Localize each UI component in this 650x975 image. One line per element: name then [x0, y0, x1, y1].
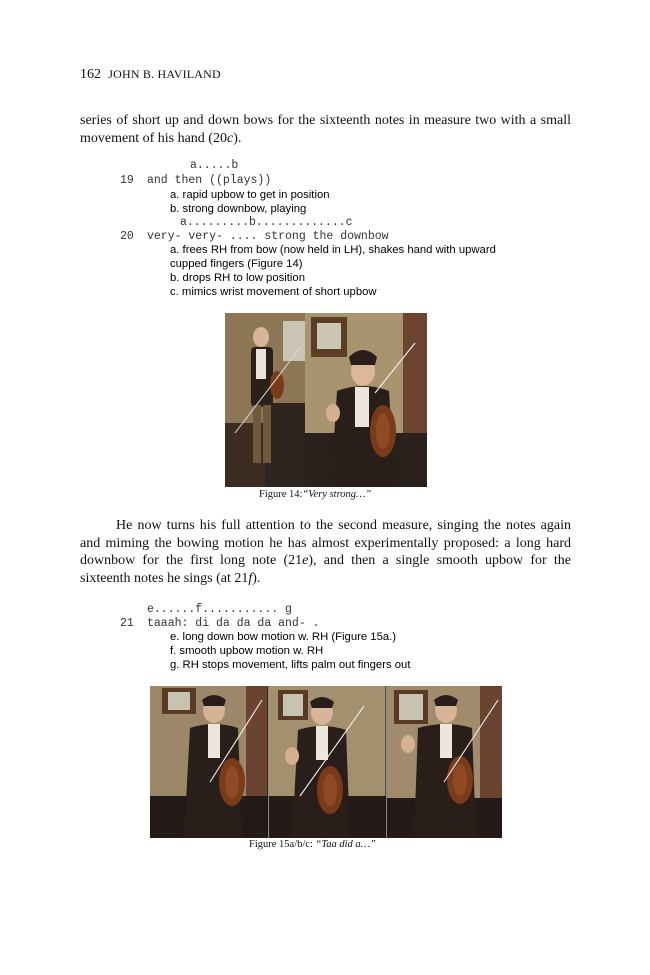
ex19-note: b. strong downbow, playing	[170, 203, 307, 215]
figure-15-photo	[150, 686, 502, 838]
ex20-number: 20	[120, 230, 134, 243]
author-name: JOHN B. HAVILAND	[108, 67, 221, 81]
paragraph-text: ), and then a single smooth upbow for the sixteenth notes he sings (at 21	[80, 553, 571, 586]
caption-title: “Very strong…”	[302, 489, 372, 500]
paragraph-text: ).	[233, 130, 242, 146]
paragraph-text: series of short up and down bows for the sixteenth notes in measure two with a small movement of his hand (20	[80, 113, 571, 146]
ex21-number: 21	[120, 617, 134, 630]
page-number: 162	[80, 67, 101, 82]
ex19-markers: a.....b	[190, 159, 239, 172]
violinist-photo-composite	[225, 313, 427, 487]
violinist-photo-sequence	[150, 686, 502, 838]
paragraph-text: He now turns his full attention to the second measure, singing the notes again and miming the bowing motion he has almost experimentally proposed: a long hard downbow for the first long note (21	[80, 518, 571, 568]
ex20-utterance: very- very- .... strong the downbow	[147, 230, 389, 243]
paragraph-italic: f	[248, 570, 253, 586]
ex20-note: a. frees RH from bow (now held in LH), shakes hand with upward	[170, 244, 496, 256]
ex20-note: cupped fingers (Figure 14)	[170, 258, 303, 270]
ex21-markers: e......f........... g	[147, 603, 292, 616]
caption-label: Figure 15a/b/c:	[249, 839, 316, 850]
ex20-note: c. mimics wrist movement of short upbow	[170, 286, 377, 298]
body-paragraph-1	[80, 112, 571, 147]
figure-15-caption	[249, 839, 376, 850]
paragraph-text: ).	[252, 570, 261, 586]
paragraph-italic: c	[226, 130, 234, 146]
ex21-note: g. RH stops movement, lifts palm out fingers out	[170, 659, 411, 671]
ex21-note: e. long down bow motion w. RH (Figure 15a.)	[170, 631, 397, 643]
figure-14-photo	[225, 313, 427, 487]
caption-title: “Taa did a…”	[315, 839, 376, 850]
caption-label: Figure 14:	[259, 489, 303, 500]
running-header	[80, 66, 221, 83]
paragraph-italic: e	[302, 553, 309, 568]
ex20-markers: a.........b.............c	[180, 216, 353, 229]
ex19-utterance: and then ((plays))	[147, 174, 272, 187]
figure-14-caption	[259, 489, 371, 500]
ex19-number: 19	[120, 174, 134, 187]
body-paragraph-2	[80, 517, 571, 587]
ex21-utterance: taaah: di da da da and- .	[147, 617, 320, 630]
ex20-note: b. drops RH to low position	[170, 272, 306, 284]
ex21-note: f. smooth upbow motion w. RH	[170, 645, 324, 657]
ex19-note: a. rapid upbow to get in position	[170, 189, 330, 201]
